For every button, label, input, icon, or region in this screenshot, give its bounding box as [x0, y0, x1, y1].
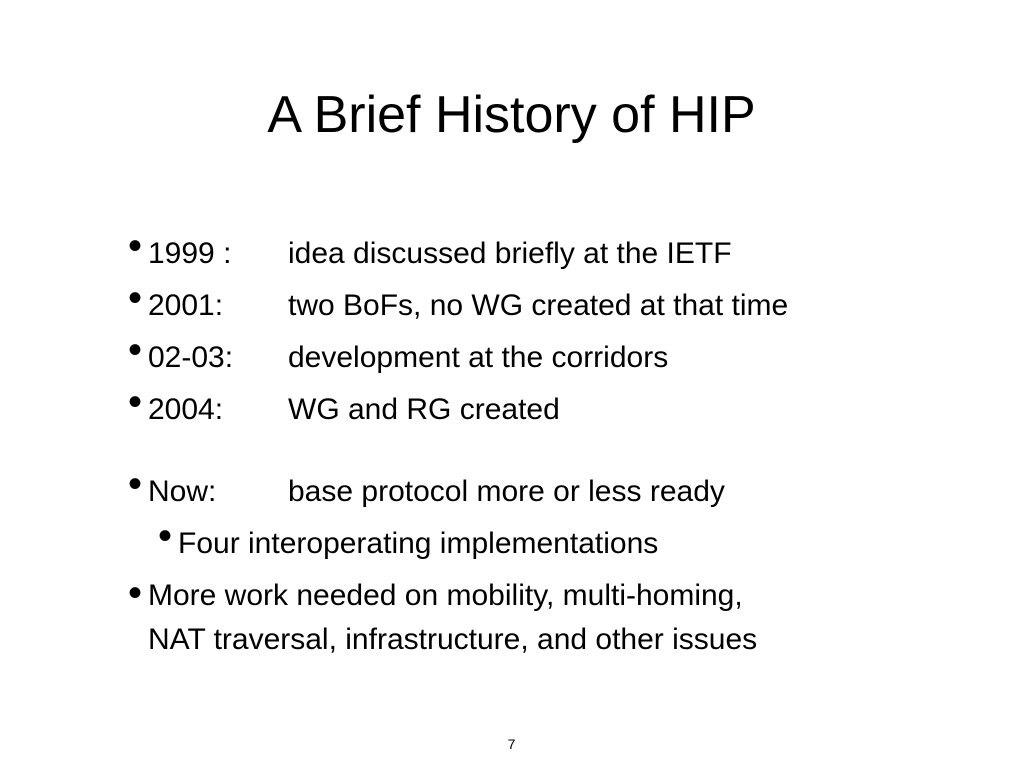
bullet-text [148, 570, 908, 662]
bullet-text: WG and RG created [288, 393, 560, 426]
slide-title: A Brief History of HIP [267, 86, 756, 144]
bullet-label: 1999 : [148, 237, 232, 270]
bullet-text-line-2: NAT traversal, infrastructure, and other issues [148, 623, 758, 656]
bullet-dot-icon: • [128, 462, 143, 506]
bullet-spacer [128, 436, 988, 466]
bullet-text: idea discussed briefly at the IETF [288, 237, 732, 270]
bullet-text-line-1: More work needed on mobility, multi-homing, [148, 579, 743, 612]
bullet-text: base protocol more or less ready [288, 475, 725, 508]
bullet-text: development at the corridors [288, 341, 669, 374]
bullet-dot-icon: • [128, 276, 143, 320]
bullet-item-02-03 [128, 328, 988, 384]
bullet-label: 02-03: [148, 341, 234, 374]
bullet-dot-icon: • [128, 571, 143, 615]
bullet-item-2004 [128, 380, 988, 436]
bullet-dot-icon: • [158, 514, 173, 558]
bullet-list [128, 224, 988, 662]
bullet-item-1999 [128, 224, 988, 280]
bullet-item-more-work [128, 570, 988, 662]
sub-bullet-item [128, 514, 988, 570]
bullet-label: Now: [148, 475, 217, 508]
bullet-dot-icon: • [128, 328, 143, 372]
bullet-label: 2004: [148, 393, 224, 426]
sub-bullet-text: Four interoperating implementations [178, 527, 659, 560]
bullet-dot-icon: • [128, 380, 143, 424]
page-number: 7 [507, 736, 516, 752]
bullet-item-now [128, 462, 988, 518]
bullet-label: 2001: [148, 289, 224, 322]
bullet-item-2001 [128, 276, 988, 332]
bullet-text: two BoFs, no WG created at that time [288, 289, 789, 322]
bullet-dot-icon: • [128, 224, 143, 268]
